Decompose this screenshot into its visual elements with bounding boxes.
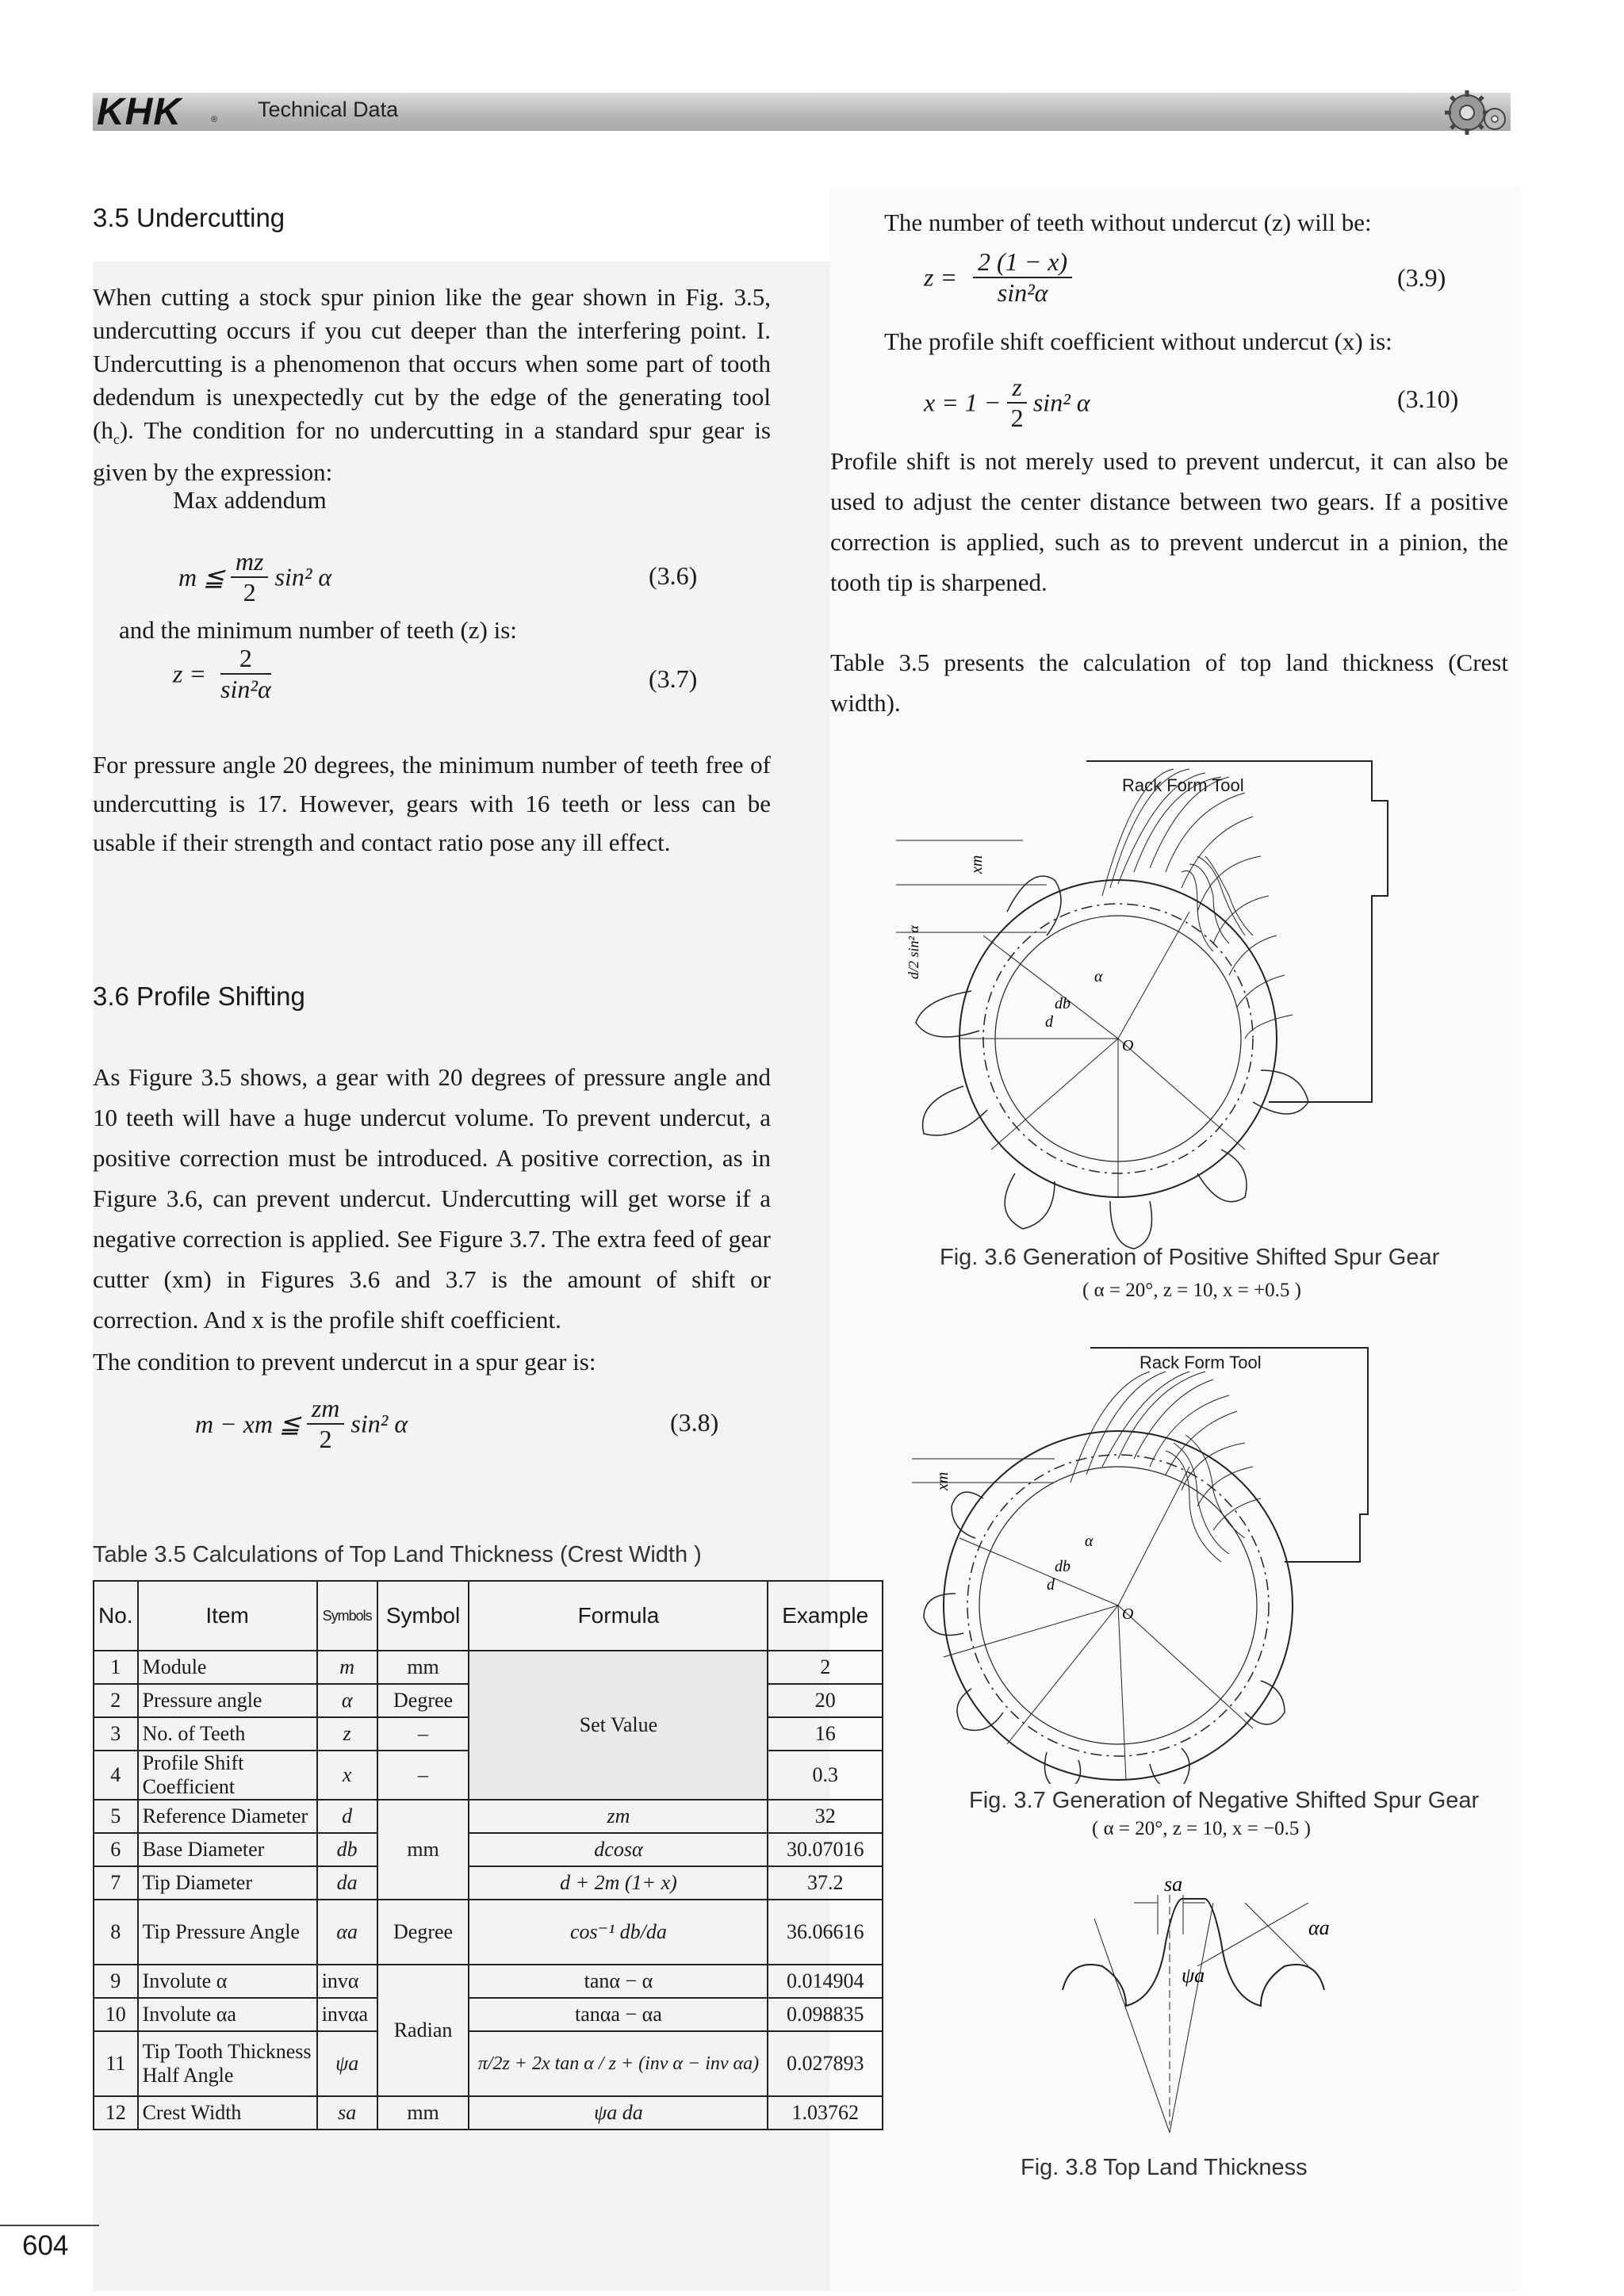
cell-formula: π/2z + 2x tan α / z + (inv α − inv αa) <box>469 2031 768 2096</box>
header-symbol: Symbol <box>377 1581 469 1651</box>
cell-example: 1.03762 <box>768 2096 883 2130</box>
header-title: Technical Data <box>258 98 399 121</box>
cell-item: Tip Tooth Thickness Half Angle <box>138 2031 317 2096</box>
cell-no: 2 <box>94 1684 138 1717</box>
label-d: d <box>1045 1013 1053 1031</box>
fig36-subcaption: ( α = 20°, z = 10, x = +0.5 ) <box>1082 1280 1301 1301</box>
cell-item: Module <box>138 1651 317 1684</box>
table-row <box>94 1965 883 1998</box>
cell-no: 5 <box>94 1800 138 1833</box>
cell-no: 8 <box>94 1900 138 1965</box>
fig37-caption: Fig. 3.7 Generation of Negative Shifted Spur Gear <box>969 1788 1480 1813</box>
equation-3-10-number: (3.10) <box>1397 385 1459 413</box>
figure-3-6-diagram <box>896 753 1411 1261</box>
fig38-caption: Fig. 3.8 Top Land Thickness <box>1021 2155 1308 2180</box>
cell-symbol: sa <box>317 2096 377 2130</box>
table-row <box>94 1998 883 2031</box>
cell-set-value: Set Value <box>469 1651 768 1800</box>
label-alpha: α <box>1094 968 1103 985</box>
page-number-rule <box>0 2225 99 2226</box>
registered-mark: ® <box>211 115 218 124</box>
cell-symbol: invα <box>317 1965 377 1998</box>
teeth-without-undercut-text: The number of teeth without undercut (z) will be: <box>884 209 1372 236</box>
section-3-6-paragraph-1: As Figure 3.5 shows, a gear with 20 degrees of pressure angle and 10 teeth will have a huge undercut volume. To prevent undercut, a positive correction must be introduced. A positive correction, as in Figure 3.6, can prevent undercut. Undercutting will get worse if a negative correction is applied. See Figure 3.7. The extra feed of gear cutter (xm) in Figures 3.6 and 3.7 is the amount of shift or correction. And x is the profile shift coefficient. <box>93 1063 771 1334</box>
equation-3-8: m − xm ≦ $\frac{zm}{2}$ sin² α <box>195 1394 408 1453</box>
cell-no: 3 <box>94 1717 138 1751</box>
label-d2sin: d/2 sin² α <box>906 925 921 979</box>
equation-3-6: m ≦ $\frac{mz}{2}$ sin² α <box>178 547 332 607</box>
cell-no: 12 <box>94 2096 138 2130</box>
cell-formula: d + 2m (1+ x) <box>469 1866 768 1900</box>
cell-unit: Degree <box>377 1900 469 1965</box>
table-reference-paragraph: Table 3.5 presents the calculation of top land thickness (Crest width). <box>830 649 1508 717</box>
cell-item: No. of Teeth <box>138 1717 317 1751</box>
cell-item: Crest Width <box>138 2096 317 2130</box>
section-3-5-paragraph-1: When cutting a stock spur pinion like the gear shown in Fig. 3.5, undercutting occurs if you cut deeper than the interfering point. I. Undercutting is a phenomenon that occurs when some part of tooth dedendum is unexpectedly cut by the edge of the generating tool $(h_c)$. The condition for no undercutting in a standard spur gear is given by the expression: <box>93 283 771 487</box>
cell-example: 2 <box>768 1651 883 1684</box>
max-addendum-label: Max addendum <box>173 486 327 514</box>
cell-formula: tanαa − αa <box>469 1998 768 2031</box>
cell-unit: mm <box>377 2096 469 2130</box>
label-alpha: α <box>1085 1533 1094 1550</box>
table-row <box>94 2096 883 2130</box>
cell-example: 16 <box>768 1717 883 1751</box>
cell-no: 6 <box>94 1833 138 1866</box>
cell-item: Tip Pressure Angle <box>138 1900 317 1965</box>
header-example: Example <box>768 1581 883 1651</box>
label-O: O <box>1122 1037 1134 1054</box>
cell-example: 32 <box>768 1800 883 1833</box>
label-xm: xm <box>968 855 986 874</box>
figure-3-7-diagram <box>912 1340 1404 1784</box>
cell-unit: Degree <box>377 1684 469 1717</box>
profile-shift-paragraph: Profile shift is not merely used to prevent undercut, it can also be used to adjust the center distance between two gears. If a positive correction is applied, such as to prevent undercut in a pinion, the tooth tip is sharpened. <box>830 447 1508 596</box>
cell-item: Pressure angle <box>138 1684 317 1717</box>
equation-3-9-number: (3.9) <box>1397 263 1446 292</box>
cell-item: Profile Shift Coefficient <box>138 1751 317 1800</box>
label-O: O <box>1122 1605 1134 1623</box>
cell-no: 11 <box>94 2031 138 2096</box>
page-number: 604 <box>22 2230 69 2261</box>
figure-3-8-diagram <box>1047 1871 1380 2133</box>
cell-example: 36.06616 <box>768 1900 883 1965</box>
label-d: d <box>1047 1576 1055 1594</box>
cell-item: Base Diameter <box>138 1833 317 1866</box>
cell-unit: Radian <box>377 1965 469 2096</box>
label-db: db <box>1055 995 1071 1012</box>
table-row <box>94 1833 883 1866</box>
equation-3-7: z = $\frac{2}{\text{sin²α}}$ <box>173 644 271 703</box>
label-psi-a: ψa <box>1182 1964 1205 1987</box>
cell-unit: mm <box>377 1651 469 1684</box>
equation-3-9: z = $\frac{2 (1 - x)}{\text{sin²α}}$ <box>924 247 1072 308</box>
profile-shift-coefficient-text: The profile shift coefficient without undercut (x) is: <box>884 327 1392 355</box>
section-3-5-title: 3.5 Undercutting <box>93 203 285 232</box>
cell-no: 1 <box>94 1651 138 1684</box>
label-sa: sa <box>1164 1873 1183 1896</box>
cell-example: 0.014904 <box>768 1965 883 1998</box>
cell-example: 30.07016 <box>768 1833 883 1866</box>
section-3-5-paragraph-2: For pressure angle 20 degrees, the minimum number of teeth free of undercutting is 17. However, gears with 16 teeth or less can be usable if their strength and contact ratio pose any ill effect. <box>93 751 771 856</box>
fig37-subcaption: ( α = 20°, z = 10, x = −0.5 ) <box>1092 1818 1311 1839</box>
cell-formula: zm <box>469 1800 768 1833</box>
cell-symbol: α <box>317 1684 377 1717</box>
khk-logo: KHK <box>97 91 182 133</box>
cell-formula: tanα − α <box>469 1965 768 1998</box>
cell-example: 37.2 <box>768 1866 883 1900</box>
cell-no: 10 <box>94 1998 138 2031</box>
cell-symbol: z <box>317 1717 377 1751</box>
cell-example: 20 <box>768 1684 883 1717</box>
gear-icon <box>1439 87 1511 136</box>
section-3-6-title: 3.6 Profile Shifting <box>93 982 305 1011</box>
cell-unit: – <box>377 1717 469 1751</box>
cell-symbol: d <box>317 1800 377 1833</box>
minimum-teeth-text: and the minimum number of teeth (z) is: <box>119 616 517 644</box>
equation-3-6-number: (3.6) <box>649 561 698 590</box>
cell-symbol: m <box>317 1651 377 1684</box>
label-db: db <box>1055 1558 1071 1575</box>
equation-3-8-number: (3.8) <box>670 1408 719 1437</box>
header-formula: Formula <box>469 1581 768 1651</box>
header-no: No. <box>94 1581 138 1651</box>
cell-item: Tip Diameter <box>138 1866 317 1900</box>
cell-symbol: invαa <box>317 1998 377 2031</box>
table-row <box>94 1900 883 1965</box>
cell-symbol: x <box>317 1751 377 1800</box>
cell-example: 0.027893 <box>768 2031 883 2096</box>
label-alpha-a: αa <box>1308 1916 1330 1939</box>
cell-no: 7 <box>94 1866 138 1900</box>
equation-3-7-number: (3.7) <box>649 664 698 693</box>
cell-item: Involute α <box>138 1965 317 1998</box>
table-row <box>94 1651 883 1684</box>
header-item: Item <box>138 1581 317 1651</box>
table-row <box>94 2031 883 2096</box>
cell-symbol: db <box>317 1833 377 1866</box>
fig36-caption: Fig. 3.6 Generation of Positive Shifted Spur Gear <box>940 1245 1440 1270</box>
fig37-rack-form-tool-label: Rack Form Tool <box>1139 1353 1262 1372</box>
cell-unit: – <box>377 1751 469 1800</box>
cell-symbol: da <box>317 1866 377 1900</box>
label-xm: xm <box>934 1471 952 1490</box>
fig36-rack-form-tool-label: Rack Form Tool <box>1122 775 1244 795</box>
cell-formula: dcosα <box>469 1833 768 1866</box>
equation-3-10: x = 1 − $\frac{z}{2}$ sin² α <box>924 373 1090 432</box>
cell-formula: cos⁻¹ db/da <box>469 1900 768 1965</box>
header-symbols: Symbols <box>317 1581 377 1651</box>
cell-unit: mm <box>377 1800 469 1900</box>
section-3-6-paragraph-2: The condition to prevent undercut in a spur gear is: <box>93 1348 596 1376</box>
cell-item: Involute αa <box>138 1998 317 2031</box>
cell-formula: ψa da <box>469 2096 768 2130</box>
cell-symbol: αa <box>317 1900 377 1965</box>
cell-item: Reference Diameter <box>138 1800 317 1833</box>
cell-no: 4 <box>94 1751 138 1800</box>
table-row <box>94 1866 883 1900</box>
cell-example: 0.3 <box>768 1751 883 1800</box>
cell-symbol: ψa <box>317 2031 377 2096</box>
table-row <box>94 1800 883 1833</box>
cell-example: 0.098835 <box>768 1998 883 2031</box>
table-header-row <box>94 1581 883 1651</box>
calculation-table <box>93 1580 883 2130</box>
cell-no: 9 <box>94 1965 138 1998</box>
table-caption: Table 3.5 Calculations of Top Land Thickness (Crest Width ) <box>93 1542 702 1567</box>
